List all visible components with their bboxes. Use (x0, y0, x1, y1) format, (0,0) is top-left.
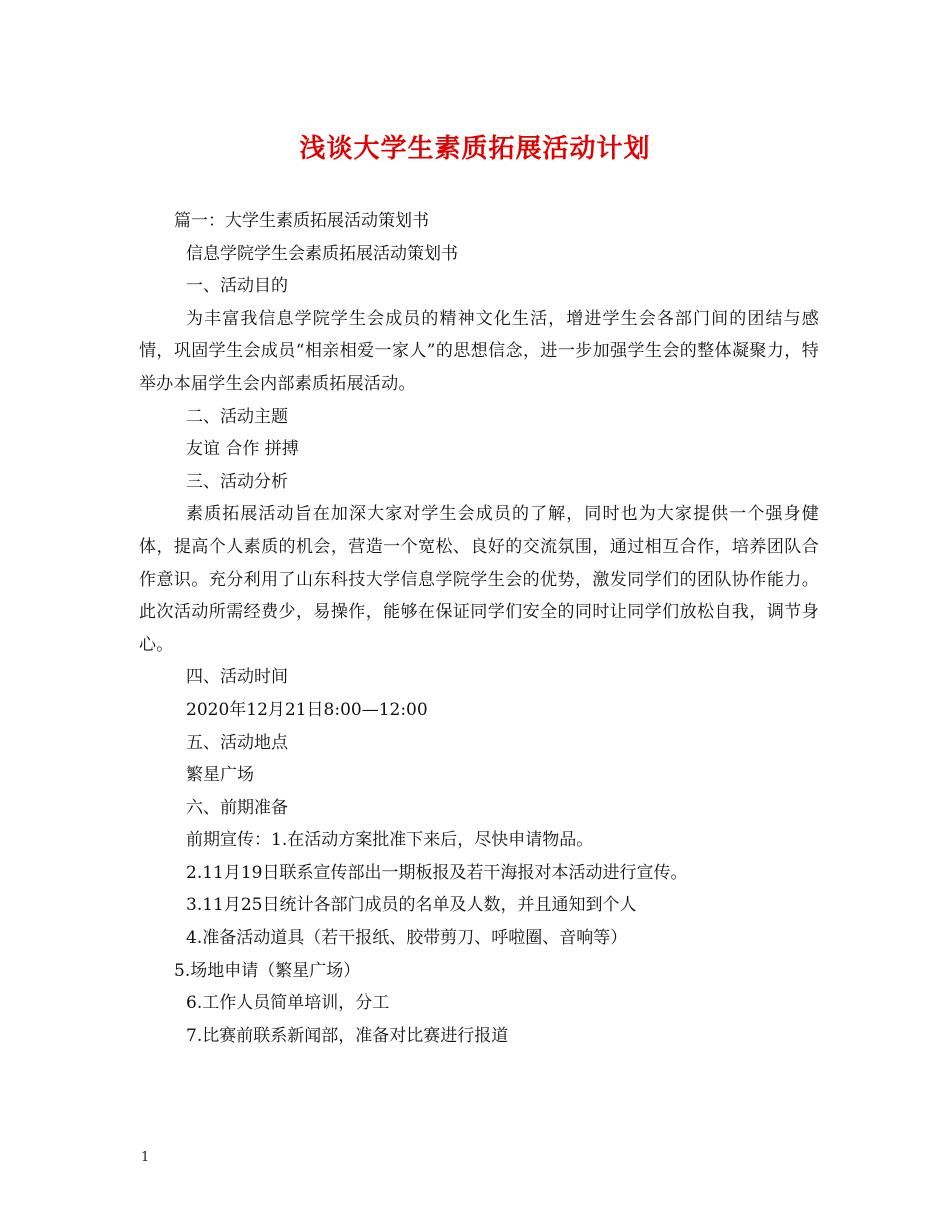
document-subtitle: 信息学院学生会素质拓展活动策划书 (186, 243, 458, 264)
list-item: 前期宣传：1.在活动方案批准下来后，尽快申请物品。 (186, 830, 594, 851)
body-paragraph: 2020年12月21日8:00—12:00 (186, 699, 428, 720)
section-heading: 五、活动地点 (186, 732, 288, 753)
section-heading: 六、前期准备 (186, 797, 288, 818)
body-paragraph: 繁星广场 (186, 765, 254, 786)
list-item: 3.11月25日统计各部门成员的名单及人数，并且通知到个人 (186, 895, 637, 916)
body-paragraph: 素质拓展活动旨在加深大家对学生会成员的了解，同时也为大家提供一个强身健体，提高个人素质的机会，营造一个宽松、良好的交流氛围，通过相互合作，培养团队合作意识。充分利用了山东科技大学信息学院学生会的优势，激发同学们的团队协作能力。此次活动所需经费少，易操作，能够在保证同学们安全的同时让同学们放松自我，调节身心。 (139, 504, 819, 655)
body-paragraph: 友谊 合作 拼搏 (186, 439, 299, 460)
page-number: 1 (141, 1150, 150, 1165)
section-heading: 一、活动目的 (186, 276, 288, 297)
list-item: 4.准备活动道具（若干报纸、胶带剪刀、呼啦圈、音响等） (186, 928, 628, 949)
document-body (139, 205, 819, 1052)
list-item: 7.比赛前联系新闻部，准备对比赛进行报道 (186, 1025, 509, 1046)
section-heading: 二、活动主题 (186, 406, 288, 427)
section-heading: 篇一：大学生素质拓展活动策划书 (174, 211, 429, 231)
list-item: 5.场地申请（繁星广场） (174, 960, 361, 981)
list-item: 2.11月19日联系宣传部出一期板报及若干海报对本活动进行宣传。 (186, 862, 688, 883)
list-item: 6.工作人员简单培训，分工 (186, 993, 390, 1014)
body-paragraph: 为丰富我信息学院学生会成员的精神文化生活，增进学生会各部门间的团结与感情，巩固学生会成员“相亲相爱一家人”的思想信念，进一步加强学生会的整体凝聚力，特举办本届学生会内部素质拓展活动。 (139, 308, 819, 394)
page-title: 浅谈大学生素质拓展活动计划 (299, 134, 651, 164)
section-heading: 四、活动时间 (186, 667, 288, 688)
section-heading: 三、活动分析 (186, 471, 288, 492)
